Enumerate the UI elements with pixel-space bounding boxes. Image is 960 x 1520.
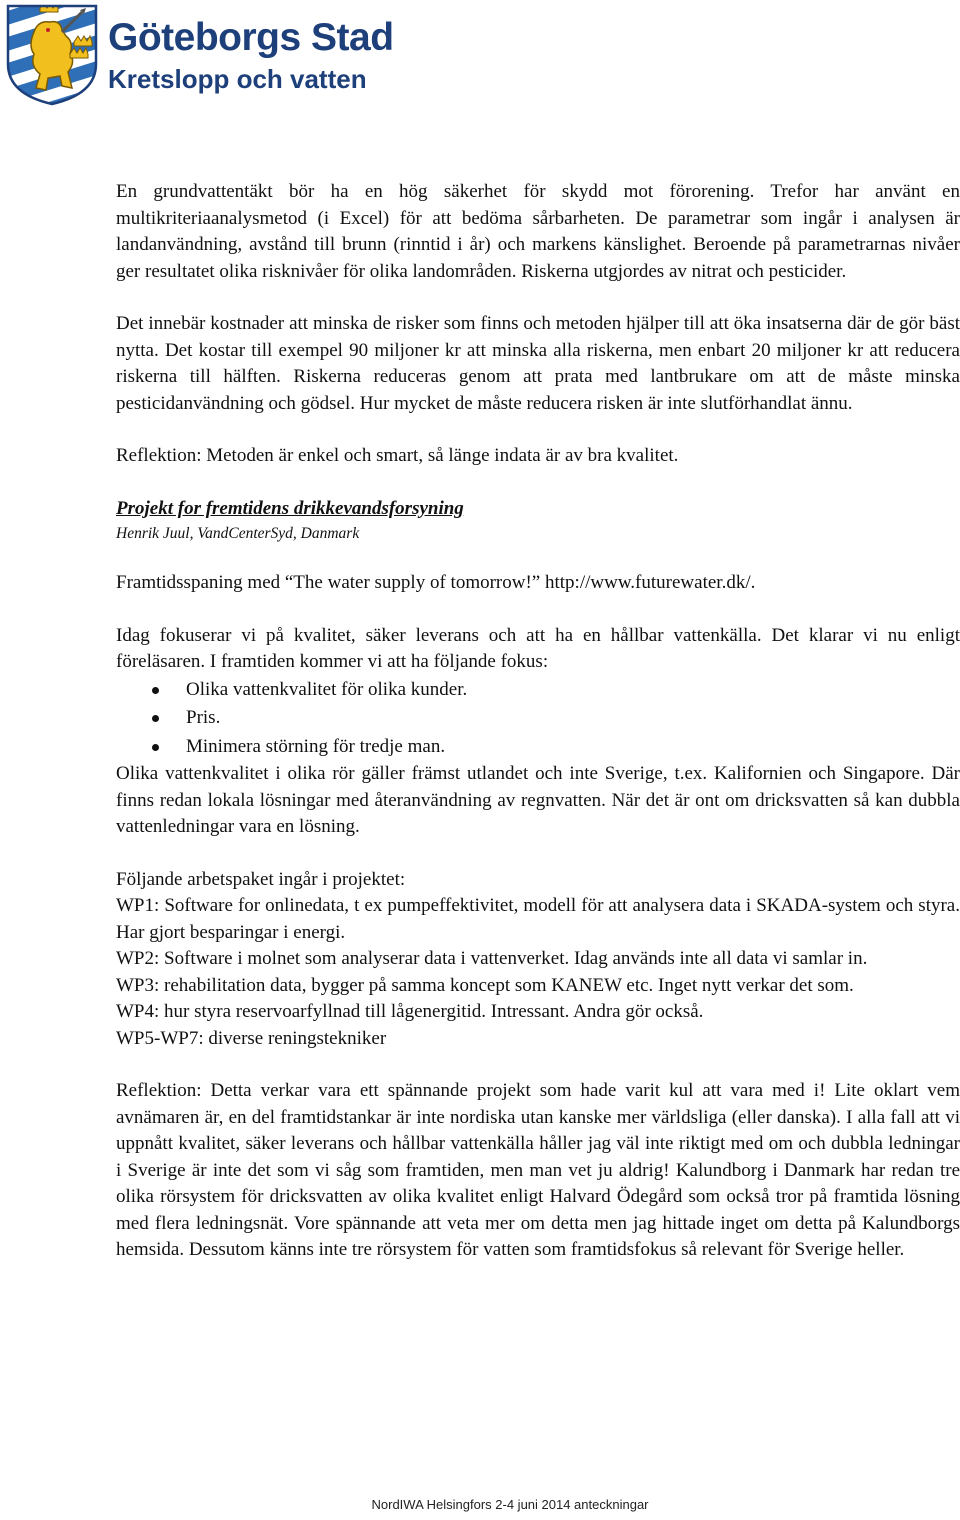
work-package: WP2: Software i molnet som analyserar data i vattenverket. Idag används inte all data vi samlar in. <box>116 948 868 969</box>
paragraph: Reflektion: Metoden är enkel och smart, så länge indata är av bra kvalitet. <box>116 445 679 466</box>
page-header <box>0 0 960 110</box>
city-coat-of-arms-icon <box>4 2 100 106</box>
work-package: WP1: Software for onlinedata, t ex pumpeffektivitet, modell för att analysera data i SKADA-system och styra. Har gjort besparingar i energi. <box>116 895 960 943</box>
list-item: Minimera störning för tredje man. <box>116 733 960 762</box>
work-package: WP4: hur styra reservoarfyllnad till lågenergitid. Intressant. Andra gör också. <box>116 1001 704 1022</box>
page-footer <box>0 1497 960 1512</box>
bullet-icon <box>152 744 159 751</box>
section-author: Henrik Juul, VandCenterSyd, Danmark <box>116 525 360 542</box>
paragraph: Framtidsspaning med “The water supply of tomorrow!” http://www.futurewater.dk/. <box>116 572 756 593</box>
list-item: Pris. <box>116 704 960 733</box>
paragraph: Reflektion: Detta verkar vara ett spännande projekt som hade varit kul att vara med i! Lite oklart vem avnämaren är, en del framtidstankar är inte nordiska utan kanske mer världsliga (eller danska). I alla fall att vi uppnått kvalitet, säker leverans och hållbar vattenkälla håller jag väl inte riktigt med om och dubbla ledningar i Sverige är inte det som vi såg som framtiden, men man vet ju aldrig! Kalundborg i Danmark har redan tre olika rörsystem för dricksvatten av olika kvalitet enligt Halvard Ödegård som också tror på framtida lösning med flera ledningsnät. Vore spännande att veta mer om detta men jag hittade inget om detta på Kalundborgs hemsida. Dessutom känns inte tre rörsystem för vatten som framtidsfokus så relevant för Sverige heller. <box>116 1080 960 1260</box>
work-package: WP3: rehabilitation data, bygger på samma koncept som KANEW etc. Inget nytt verkar det som. <box>116 974 854 996</box>
list-item: Olika vattenkvalitet för olika kunder. <box>116 676 960 705</box>
paragraph: Olika vattenkvalitet i olika rör gäller främst utlandet och inte Sverige, t.ex. Kalifornien och Singapore. Där finns redan lokala lösningar med återanvändning av regnvatten. När det är ont om dricksvatten så kan dubbla vattenledningar vara en lösning. <box>116 763 960 837</box>
department-name: Kretslopp och vatten <box>108 64 367 94</box>
bullet-icon <box>152 715 159 722</box>
paragraph: En grundvattentäkt bör ha en hög säkerhet för skydd mot förorening. Trefor har använt en multikriteriaanalysmetod (i Excel) för att bedöma sårbarheten. De parametrar som ingår i analysen är landanvändning, avstånd till brunn (rinntid i år) och markens känslighet. Beroende på parametrarnas nivåer ger resultatet olika risknivåer för olika landområden. Riskerna utgjordes av nitrat och pesticider. <box>116 181 960 282</box>
work-package: WP5-WP7: diverse reningstekniker <box>116 1027 387 1049</box>
footer-text: NordIWA Helsingfors 2-4 juni 2014 anteckningar <box>371 1497 649 1512</box>
paragraph: Idag fokuserar vi på kvalitet, säker leverans och att ha en hållbar vattenkälla. Det klarar vi nu enligt föreläsaren. I framtiden kommer vi att ha följande fokus: <box>116 624 960 672</box>
paragraph: Det innebär kostnader att minska de risker som finns och metoden hjälper till att öka insatserna där de gör bäst nytta. Det kostar till exempel 90 miljoner kr att minska alla riskerna, men enbart 20 miljoner kr att reducera riskerna till hälften. Riskerna reduceras genom att prata med lantbrukare om att de måste minska pesticidanvändning och gödsel. Hur mycket de måste reducera risken är inte slutförhandlat ännu. <box>116 313 960 414</box>
bullet-icon <box>152 687 159 694</box>
section-heading: Projekt for fremtidens drikkevandsforsyning <box>116 497 464 519</box>
document-body <box>116 179 960 1264</box>
organization-name: Göteborgs Stad <box>108 16 394 59</box>
paragraph: Följande arbetspaket ingår i projektet: <box>116 868 406 890</box>
bullet-list <box>116 676 960 762</box>
